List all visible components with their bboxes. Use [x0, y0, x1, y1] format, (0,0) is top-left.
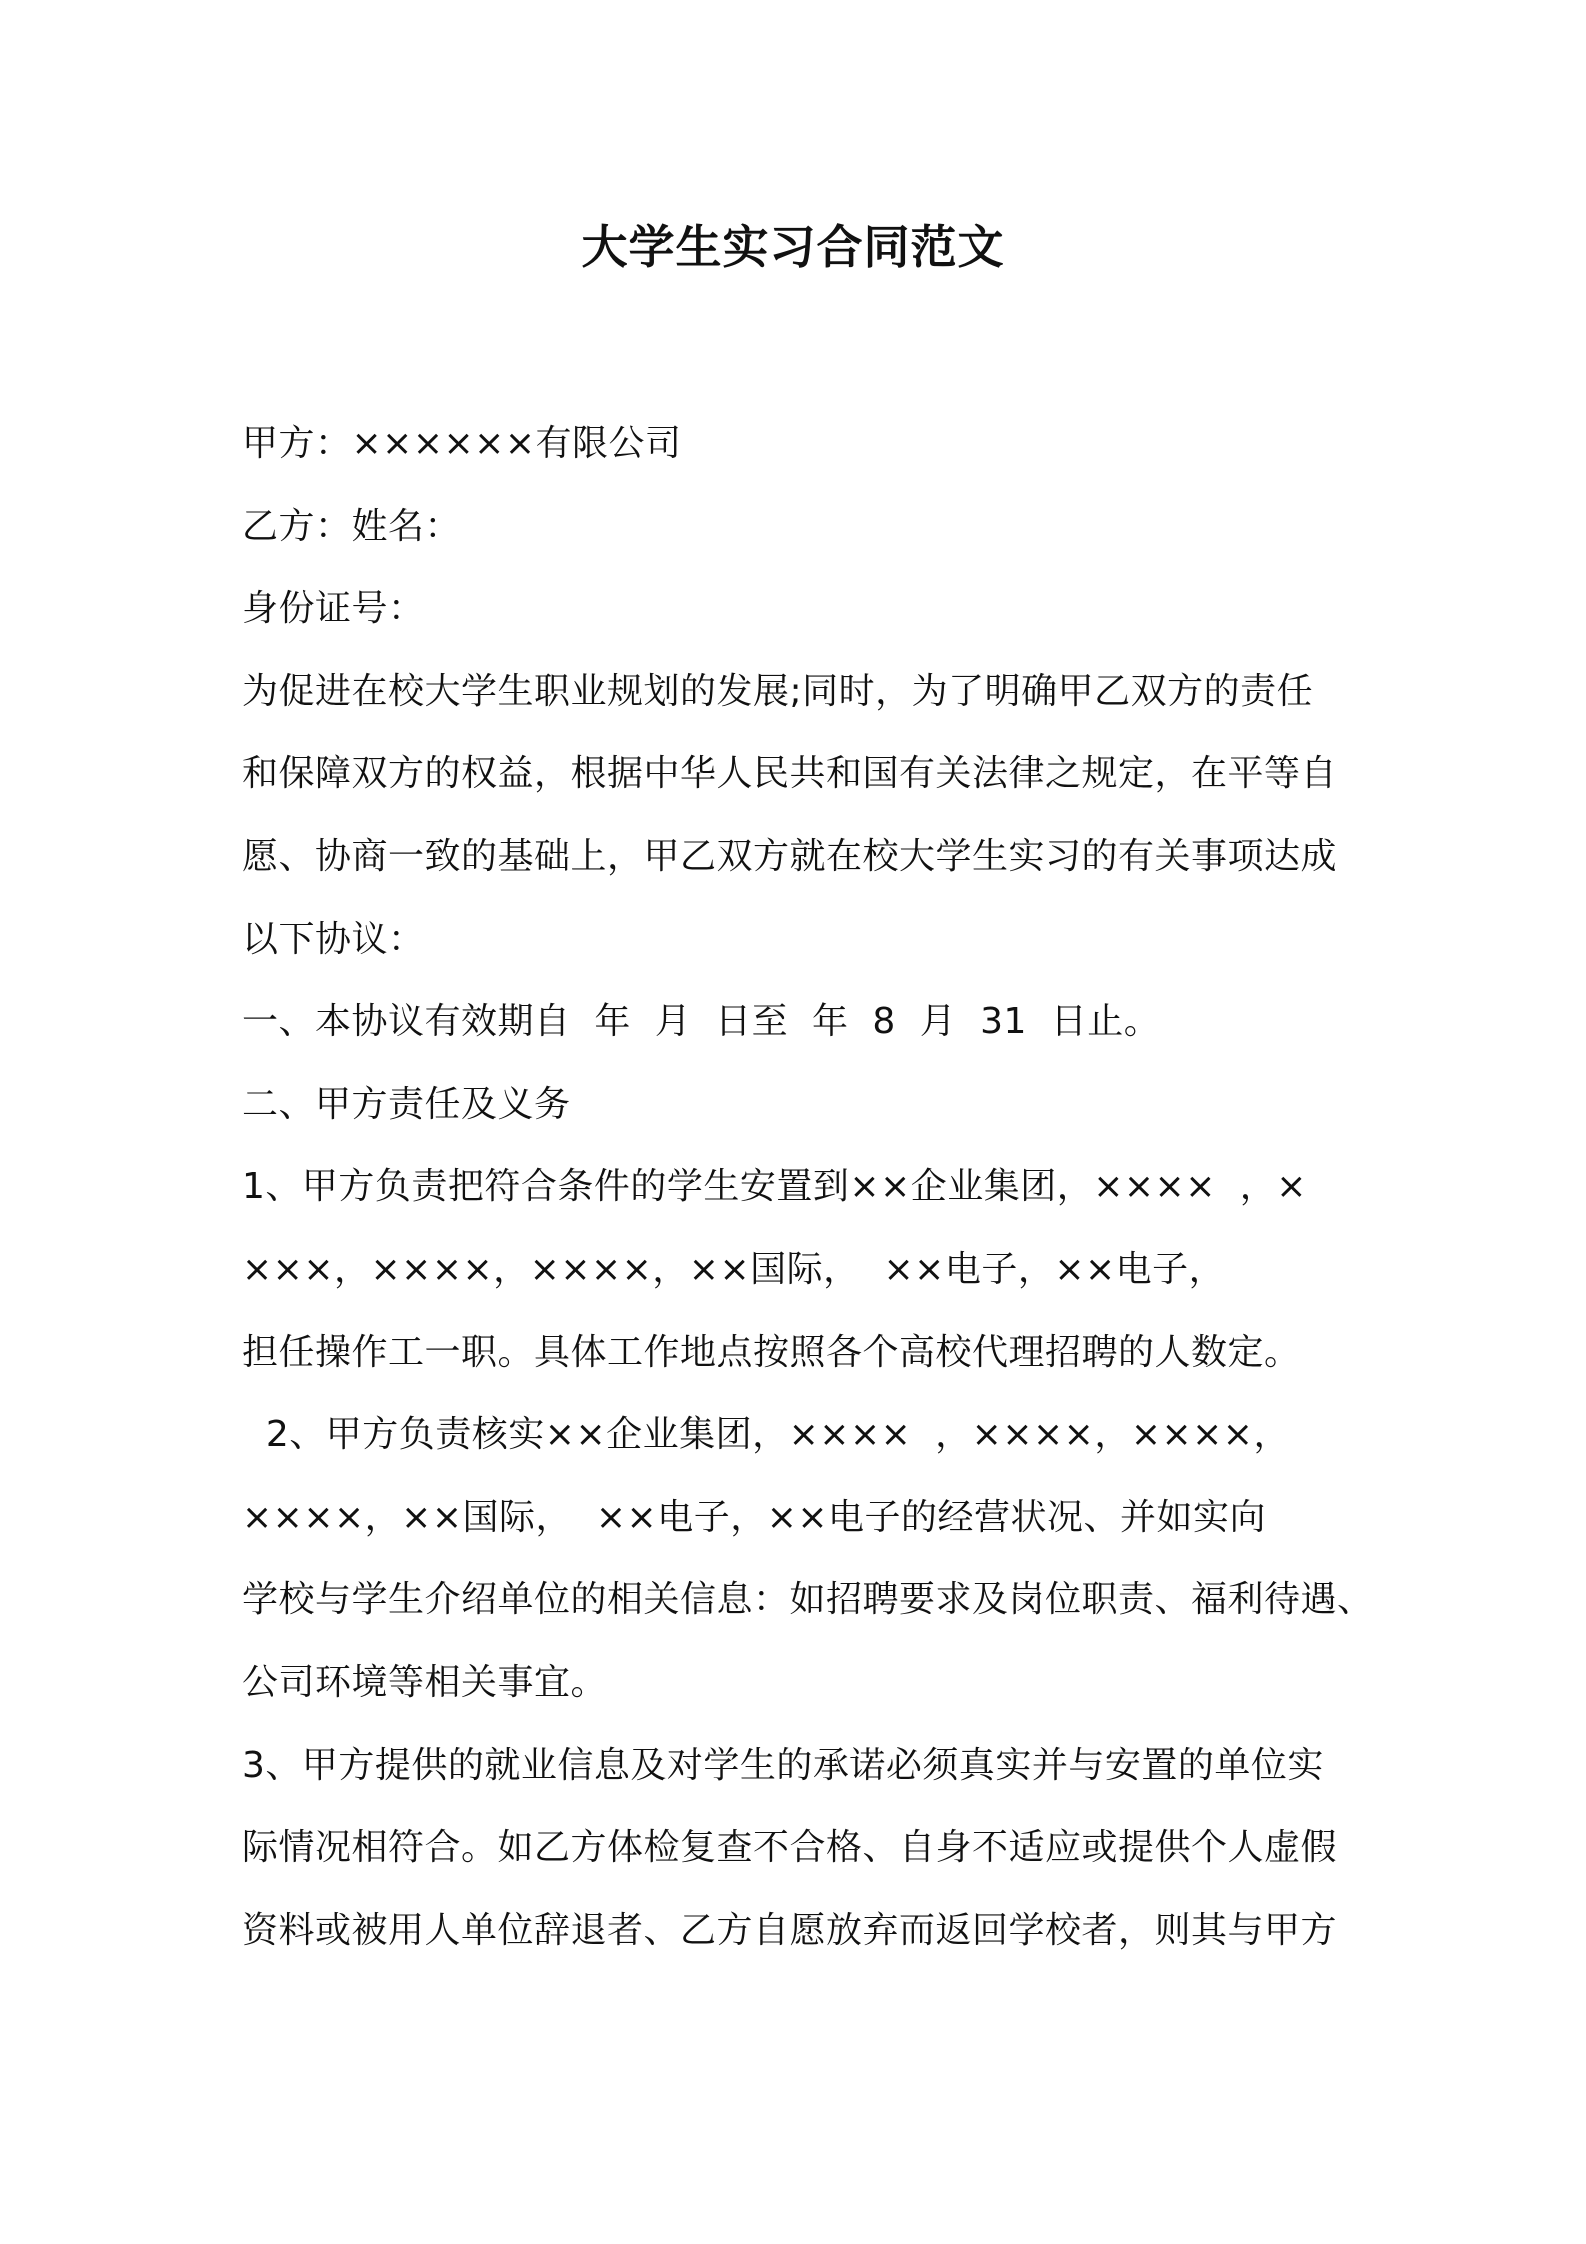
- item-2-line: 公司环境等相关事宜。: [242, 1661, 608, 1703]
- item-1-line: 1、甲方负责把符合条件的学生安置到××企业集团，×××× ，×: [242, 1166, 1307, 1208]
- preamble-line: 以下协议：: [242, 918, 425, 960]
- document-title: 大学生实习合同范文: [581, 220, 1005, 274]
- item-2-line: 学校与学生介绍单位的相关信息：如招聘要求及岗位职责、福利待遇、: [242, 1579, 1374, 1621]
- item-3-line: 际情况相符合。如乙方体检复查不合格、自身不适应或提供个人虚假: [242, 1827, 1338, 1869]
- preamble-line: 为促进在校大学生职业规划的发展;同时，为了明确甲乙双方的责任: [242, 670, 1314, 712]
- item-2-line: 2、甲方负责核实××企业集团，×××× ，××××，××××，: [242, 1414, 1290, 1456]
- preamble-line: 愿、协商一致的基础上，甲乙双方就在校大学生实习的有关事项达成: [242, 835, 1338, 877]
- id-number-line: 身份证号：: [242, 588, 425, 630]
- item-2-line: ××××，××国际， ××电子，××电子的经营状况、并如实向: [242, 1496, 1267, 1538]
- item-1-line: ×××，××××，××××，××国际， ××电子，××电子，: [242, 1248, 1226, 1290]
- party-b-line: 乙方：姓名：: [242, 505, 462, 547]
- document-body: [242, 403, 1374, 1972]
- section-heading: 二、甲方责任及义务: [242, 1083, 571, 1125]
- clause-1-validity: 一、本协议有效期自 年 月 日至 年 8 月 31 日止。: [242, 1001, 1161, 1043]
- party-a-line: 甲方：××××××有限公司: [242, 423, 682, 464]
- item-3-line: 资料或被用人单位辞退者、乙方自愿放弃而返回学校者，则其与甲方: [242, 1909, 1338, 1951]
- item-1-line: 担任操作工一职。具体工作地点按照各个高校代理招聘的人数定。: [242, 1331, 1301, 1373]
- preamble-line: 和保障双方的权益，根据中华人民共和国有关法律之规定，在平等自: [242, 753, 1338, 795]
- item-3-line: 3、甲方提供的就业信息及对学生的承诺必须真实并与安置的单位实: [242, 1744, 1324, 1786]
